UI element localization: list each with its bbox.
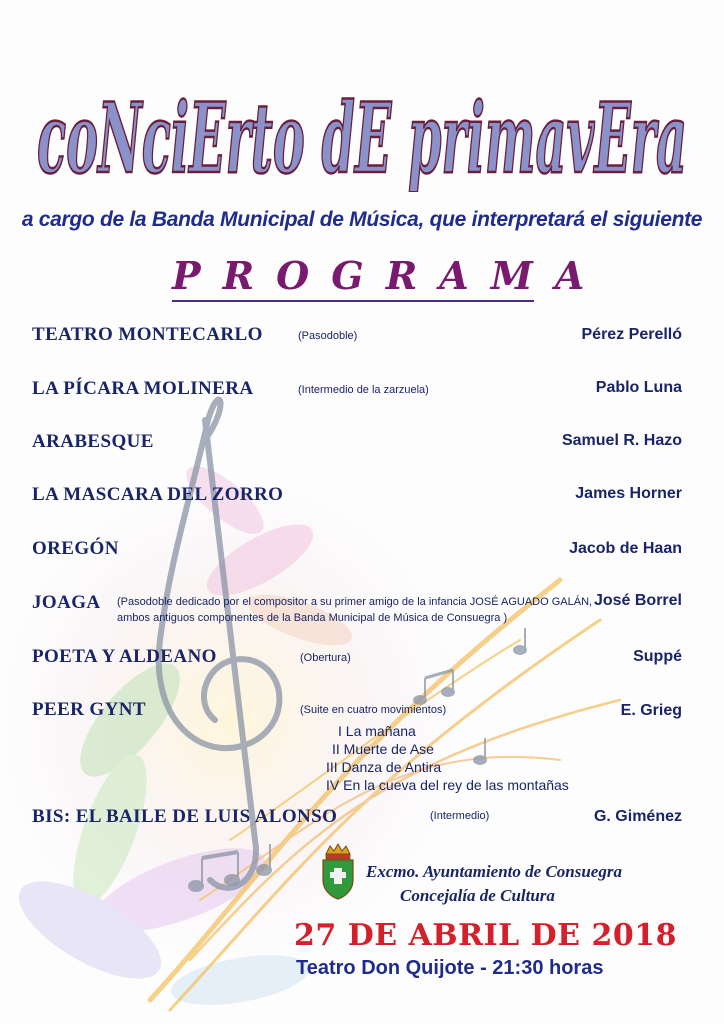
movement: I La mañana	[338, 723, 416, 739]
subtitle: a cargo de la Banda Municipal de Música, que interpretará el siguiente	[21, 208, 703, 231]
composer: Jacob de Haan	[569, 540, 682, 557]
work-title: JOAGA	[32, 592, 101, 613]
work-note: (Intermedio de la zarzuela)	[298, 384, 429, 396]
concert-date: 27 DE ABRIL DE 2018	[294, 918, 677, 953]
composer: E. Grieg	[620, 702, 682, 719]
work-title: POETA Y ALDEANO	[32, 646, 217, 667]
movement: II Muerte de Ase	[332, 741, 434, 757]
movement: IV En la cueva del rey de las montañas	[326, 777, 569, 793]
composer: José Borrel	[593, 592, 682, 609]
work-title: LA MASCARA DEL ZORRO	[32, 484, 284, 505]
movement: III Danza de Antira	[326, 759, 442, 775]
work-note-continued: ambos antiguos componentes de la Banda Municipal de Música de Consuegra )	[117, 612, 508, 624]
work-note: (Pasodoble)	[298, 330, 358, 342]
work-note: (Pasodoble dedicado por el compositor a su primer amigo de la infancia JOSÉ AGUADO GALÁN,	[117, 596, 593, 608]
composer: G. Giménez	[593, 808, 682, 825]
work-title: BIS: EL BAILE DE LUIS ALONSO	[32, 806, 338, 827]
work-title: TEATRO MONTECARLO	[32, 324, 263, 345]
composer: Samuel R. Hazo	[561, 432, 682, 449]
work-title: ARABESQUE	[32, 431, 154, 452]
work-title: OREGÓN	[32, 538, 119, 559]
department: Concejalía de Cultura	[400, 886, 555, 905]
work-title: PEER GYNT	[32, 699, 146, 720]
composer: Pablo Luna	[595, 379, 682, 396]
coat-of-arms-icon	[320, 842, 356, 900]
organizer: Excmo. Ayuntamiento de Consuegra	[366, 862, 622, 881]
work-note: (Intermedio)	[430, 810, 490, 822]
work-title: LA PÍCARA MOLINERA	[32, 378, 254, 399]
program-heading: PROGRAMA	[172, 254, 534, 302]
composer: Pérez Perelló	[581, 326, 682, 343]
composer: Suppé	[633, 648, 682, 665]
work-note: (Suite en cuatro movimientos)	[300, 704, 447, 716]
composer: James Horner	[575, 485, 682, 502]
venue-time: Teatro Don Quijote - 21:30 horas	[296, 957, 604, 979]
work-note: (Obertura)	[300, 652, 351, 664]
concert-title-text: coNciErto dE primavEra	[37, 82, 687, 192]
